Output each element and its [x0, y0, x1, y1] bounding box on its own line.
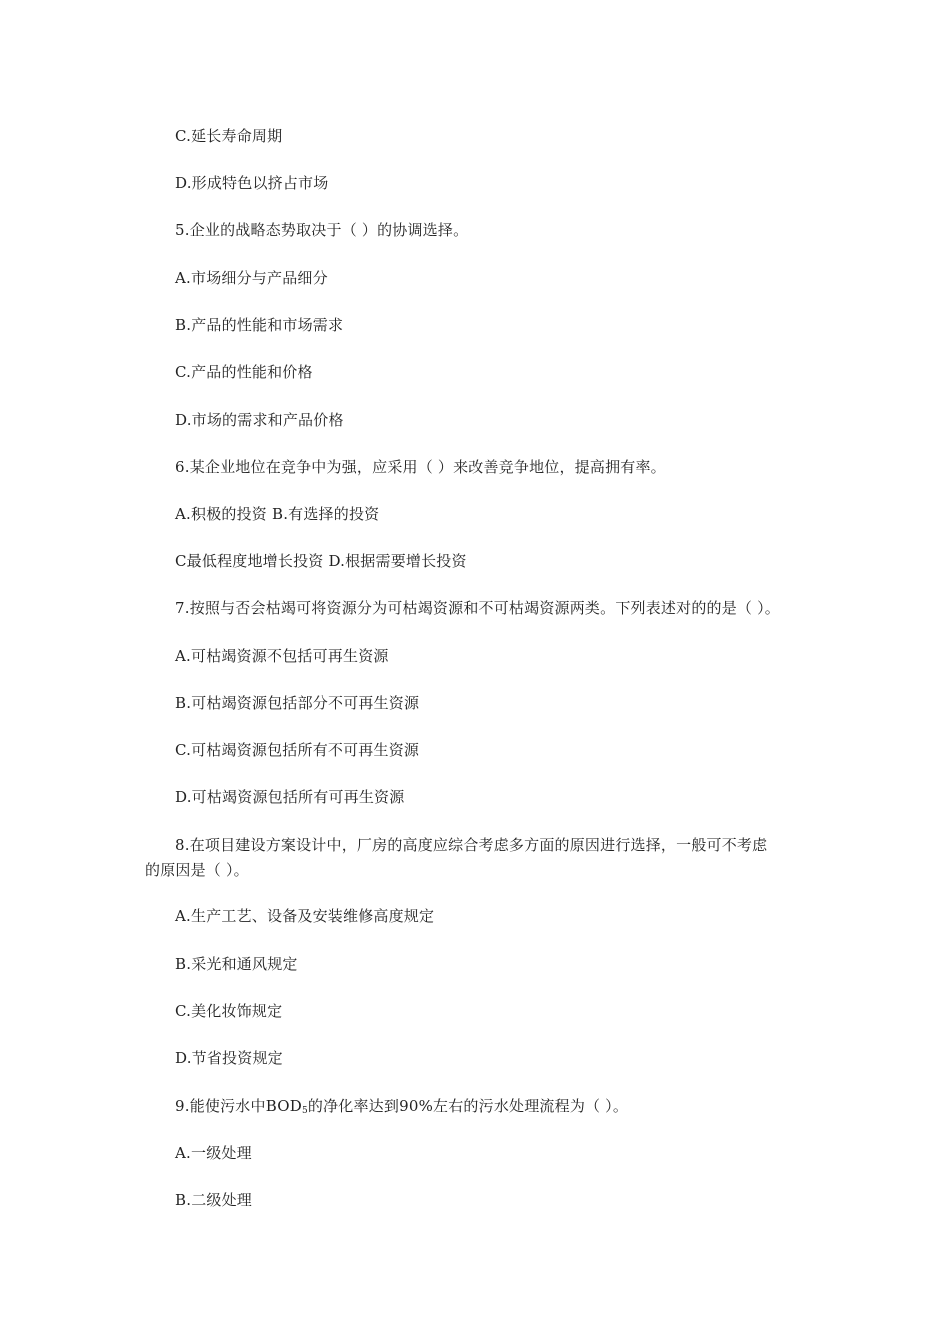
options-cd-q6: C最低程度地增长投资 D.根据需要增长投资	[175, 552, 467, 570]
option-a-q5: A.市场细分与产品细分	[175, 269, 328, 287]
option-d-q5: D.市场的需求和产品价格	[175, 411, 344, 429]
option-b-q5: B.产品的性能和市场需求	[175, 316, 344, 334]
question-9-subscript: 5	[301, 1106, 308, 1116]
option-d-q7: D.可枯竭资源包括所有可再生资源	[175, 788, 405, 806]
option-a-q9: A.一级处理	[175, 1144, 252, 1162]
options-ab-q6: A.积极的投资 B.有选择的投资	[175, 505, 380, 523]
question-6: 6.某企业地位在竞争中为强，应采用（ ）来改善竞争地位，提高拥有率。	[175, 458, 666, 476]
question-8-line-2: 的原因是（ ）。	[145, 861, 249, 879]
option-c-q4: C.延长寿命周期	[175, 127, 283, 145]
question-5: 5.企业的战略态势取决于（ ）的协调选择。	[175, 221, 469, 239]
question-9-text-after: 的净化率达到90%左右的污水处理流程为（ ）。	[307, 1097, 629, 1115]
question-9-text-before: 9.能使污水中BOD	[175, 1097, 302, 1115]
option-c-q8: C.美化妆饰规定	[175, 1002, 283, 1020]
option-d-q8: D.节省投资规定	[175, 1049, 283, 1067]
option-b-q9: B.二级处理	[175, 1191, 252, 1209]
option-d-q4: D.形成特色以挤占市场	[175, 174, 329, 192]
question-8-line-1: 8.在项目建设方案设计中，厂房的高度应综合考虑多方面的原因进行选择，一般可不考虑	[175, 836, 768, 854]
option-b-q7: B.可枯竭资源包括部分不可再生资源	[175, 694, 420, 712]
option-b-q8: B.采光和通风规定	[175, 955, 298, 973]
question-9	[175, 1096, 628, 1121]
option-a-q7: A.可枯竭资源不包括可再生资源	[175, 647, 389, 665]
question-7: 7.按照与否会枯竭可将资源分为可枯竭资源和不可枯竭资源两类。下列表述对的的是（ ）。	[175, 599, 780, 617]
option-a-q8: A.生产工艺、设备及安装维修高度规定	[175, 907, 435, 925]
option-c-q5: C.产品的性能和价格	[175, 363, 313, 381]
option-c-q7: C.可枯竭资源包括所有不可再生资源	[175, 741, 420, 759]
